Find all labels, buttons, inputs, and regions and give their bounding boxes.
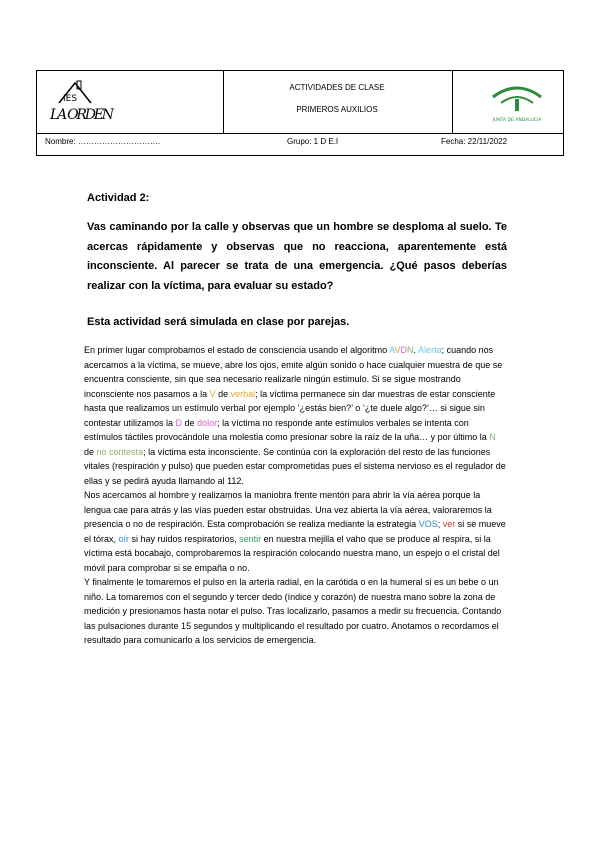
question-paragraph: Vas caminando por la calle y observas que un hombre se desploma al suelo. Te acercas rápidamente y observas que no reacciona, aparentemente está inconsciente. Al parecer se trata de una emergencia. ¿Qué pasos deberías realizar con la víctima, para evaluar su estado?: [87, 221, 507, 292]
header-subtitle: PRIMEROS AUXILIOS: [296, 105, 378, 114]
avdn-n: N: [407, 345, 414, 355]
nombre-field: Nombre: ………………………….: [45, 137, 161, 146]
sentir-term: sentir: [239, 533, 262, 544]
avdn-a: A: [389, 345, 395, 355]
avdn-d: D: [400, 345, 408, 355]
n-letter: N: [489, 432, 496, 442]
fecha-field: Fecha: 22/11/2022: [441, 137, 508, 146]
school-logo-ies: IES: [63, 94, 78, 104]
v-letter: V: [209, 388, 216, 399]
avdn-v: V: [394, 345, 401, 355]
grupo-field: Grupo: 1 D E.I: [287, 137, 339, 146]
header-top-row: [37, 71, 563, 134]
paragraph-pulso: Y finalmente le tomaremos el pulso en la arteria radial, en la carótida o en la humeral si es un bebe o un niño. La tomaremos con el segundo y tercer dedo (índice y corazón) de nuestra mano sobre la zona de medición y presionamos hasta notar el pulso. Tras localizarlo, pasamos a medir su frecuencia. Contando las pulsaciones durante 15 segundos y multiplicando el resultado por cuatro. Anotamos o recordamos el resultado para comunicarlo a los servicios de emergencia.: [84, 577, 502, 645]
vos-term: VOS: [418, 519, 438, 529]
paragraph-vos: Nos acercamos al hombre y realizamos la maniobra frente mentón para abrir la vía aérea porque la lengua cae para atrás y las vías pueden estar obstruidas. Una vez abierta la vía aérea, valoraremos la presencia o no de respiración. Esta comprobación se realiza mediante la estrategia VOS; ver si se mueve el tórax, oír si hay ruidos respiratorios, sentir en nuestra mejilla el vaho que se produce al respira, si la víctima está bocabajo, comprobaremos la respiración colocando nuestra mano, un espejo o el cristal del móvil para comprobar si se empaña o no.: [84, 490, 506, 573]
junta-logo-text: JUNTA DE ANDALUCIA: [492, 118, 542, 123]
ver-term: ver: [442, 519, 456, 529]
header-divider-left: [223, 71, 224, 133]
header-table: [36, 70, 564, 156]
header-title: ACTIVIDADES DE CLASE: [289, 83, 385, 92]
activity-title: Actividad 2:: [87, 192, 150, 204]
school-logo-text: LA ORDEN: [50, 107, 114, 123]
oir-term: oír: [118, 533, 130, 544]
junta-andalucia-logo: [487, 77, 547, 127]
school-logo: [47, 75, 117, 129]
header-divider-right: [452, 71, 453, 133]
paragraph-avdn: En primer lugar comprobamos el estado de consciencia usando el algoritmo AVDN. Alerta; cuando nos acercamos a la víctima, se mueve, abre los ojos, emite algún sonido o hace cualquier muestra de que se encuentra consciente, sin que sea necesario realizarle ningún estimulo. Si se sigue mostrando inconsciente nos pasamos a la V de verbal; la víctima permanece sin dar muestras de estar consciente hasta que realizamos un estímulo verbal por ejemplo ‘¿estás bien?’ o ‘¿te duele algo?’… si sigue sin contestar utilizamos la D de dolor; la víctima no responde ante estímulos verbales se intenta con estímulos táctiles provocándole una molestia como presionar sobre la raíz de la uña… y por último la N de no contesta; la víctima esta inconsciente. Se continúa con la exploración del resto de las funciones vitales (respiración y pulso) que pueden estar comprometidas pues el sistema nervioso es el regulador de ellas y se pedirá ayuda llamando al 112.: [84, 345, 506, 486]
answer-body: [84, 343, 508, 648]
simulation-note: Esta actividad será simulada en clase por parejas.: [87, 316, 350, 328]
d-letter: D: [175, 417, 183, 428]
alerta-term: Alerta: [418, 345, 442, 355]
verbal-term: verbal: [230, 388, 256, 399]
no-contesta-term: no contesta: [96, 446, 144, 457]
dolor-term: dolor: [197, 417, 218, 428]
